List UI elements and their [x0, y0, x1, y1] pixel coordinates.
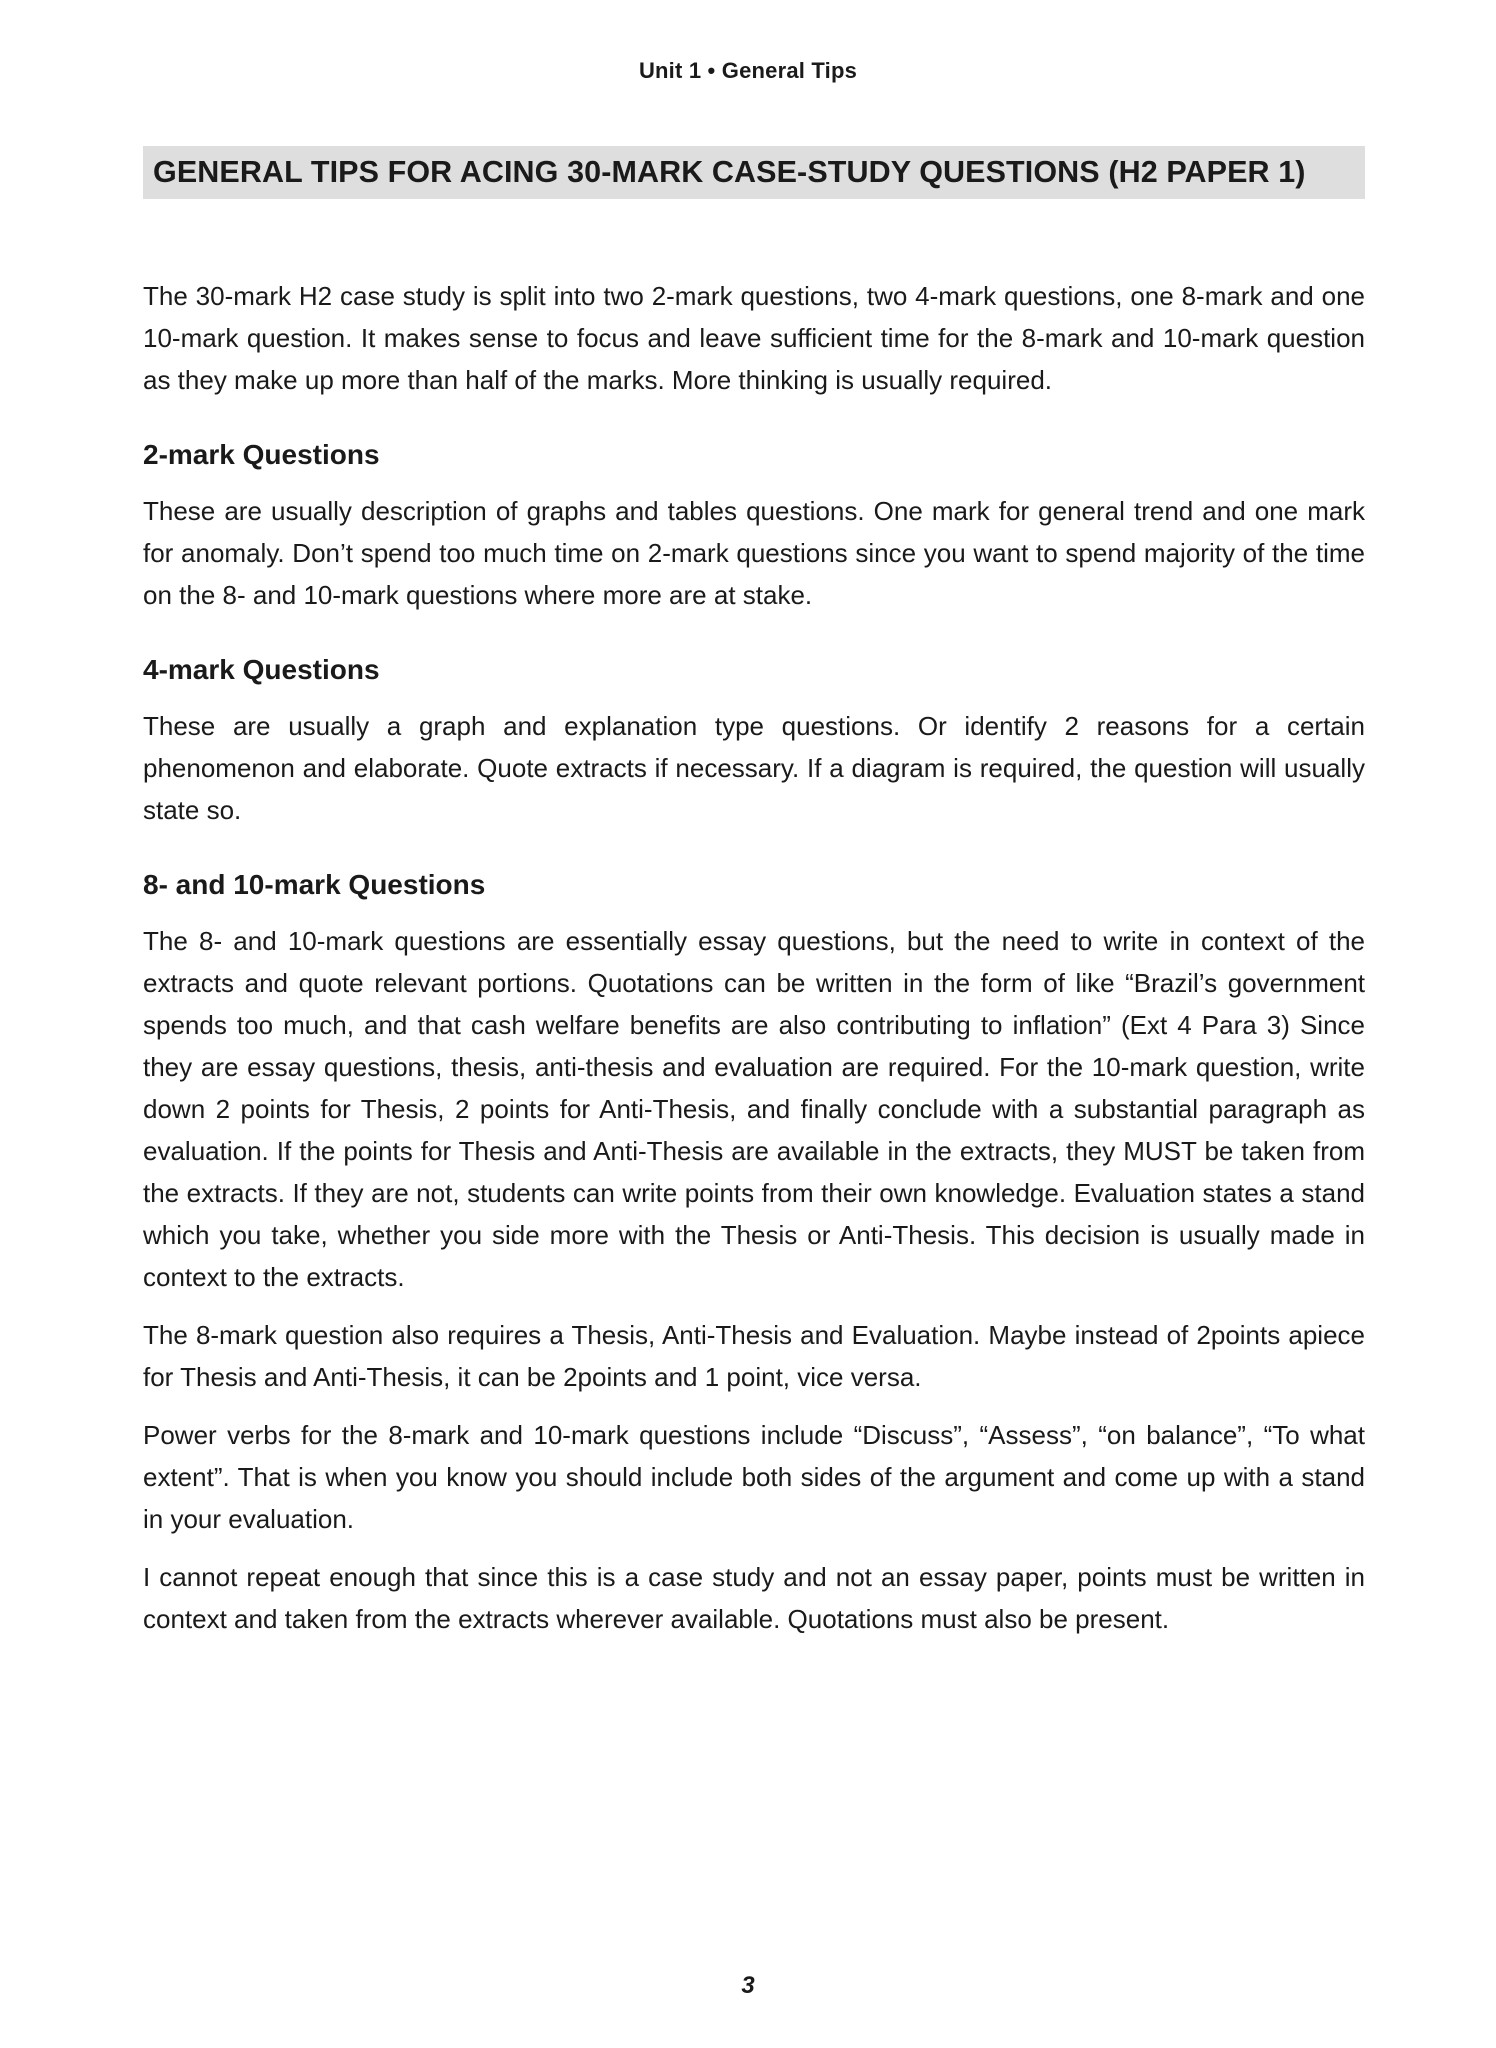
section-paragraph-8-10-mark-3: Power verbs for the 8-mark and 10-mark questions include “Discuss”, “Assess”, “on balance”, “To what extent”. That is when you know you should include both sides of the argument and come up with a stand in your evaluation.	[143, 1420, 1365, 1534]
section-paragraph-8-10-mark-1: The 8- and 10-mark questions are essentially essay questions, but the need to write in context of the extracts and quote relevant portions. Quotations can be written in the form of like “Brazil’s government spends too much, and that cash welfare benefits are also contributing to inflation” (Ext 4 Para 3) Since they are essay questions, thesis, anti-thesis and evaluation are required. For the 10-mark question, write down 2 points for Thesis, 2 points for Anti-Thesis, and finally conclude with a substantial paragraph as evaluation. If the points for Thesis and Anti-Thesis are available in the extracts, they MUST be taken from the extracts. If they are not, students can write points from their own knowledge. Evaluation states a stand which you take, whether you side more with the Thesis or Anti-Thesis. This decision is usually made in context to the extracts.	[143, 926, 1365, 1292]
page-title: GENERAL TIPS FOR ACING 30-MARK CASE-STUDY QUESTIONS (H2 PAPER 1)	[153, 155, 1306, 189]
section-paragraph-4-mark: These are usually a graph and explanation type questions. Or identify 2 reasons for a certain phenomenon and elaborate. Quote extracts if necessary. If a diagram is required, the question will usually state so.	[143, 711, 1365, 825]
main-content	[143, 275, 1365, 1656]
section-heading-8-10-mark: 8- and 10-mark Questions	[143, 869, 486, 900]
section-paragraph-8-10-mark-4: I cannot repeat enough that since this is a case study and not an essay paper, points must be written in context and taken from the extracts wherever available. Quotations must also be present.	[143, 1562, 1365, 1634]
page-number: 3	[741, 1972, 755, 1999]
title-banner	[143, 146, 1365, 199]
section-heading-2-mark: 2-mark Questions	[143, 439, 380, 470]
section-paragraph-2-mark: These are usually description of graphs and tables questions. One mark for general trend and one mark for anomaly. Don’t spend too much time on 2-mark questions since you want to spend majority of the time on the 8- and 10-mark questions where more are at stake.	[143, 496, 1365, 610]
intro-paragraph: The 30-mark H2 case study is split into two 2-mark questions, two 4-mark questions, one 8-mark and one 10-mark question. It makes sense to focus and leave sufficient time for the 8-mark and 10-mark question as they make up more than half of the marks. More thinking is usually required.	[143, 281, 1365, 395]
section-paragraph-8-10-mark-2: The 8-mark question also requires a Thesis, Anti-Thesis and Evaluation. Maybe instead of 2points apiece for Thesis and Anti-Thesis, it can be 2points and 1 point, vice versa.	[143, 1320, 1365, 1392]
running-header: Unit 1 • General Tips	[638, 58, 858, 83]
section-heading-4-mark: 4-mark Questions	[143, 654, 380, 685]
